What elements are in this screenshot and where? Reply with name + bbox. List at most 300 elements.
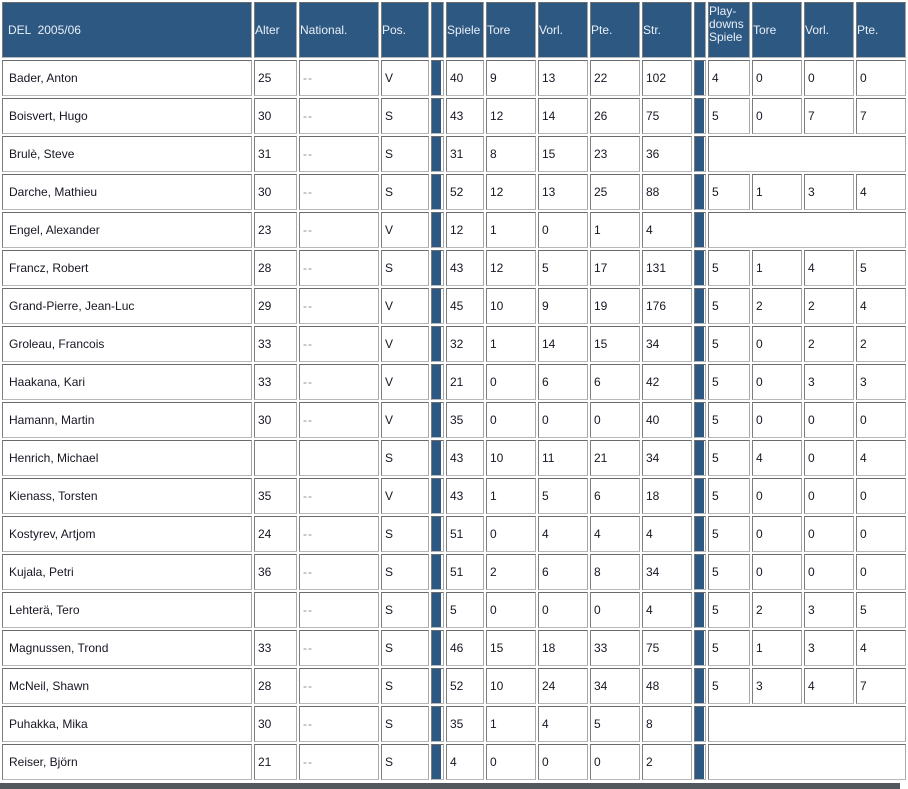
penalties-cell: 48 (642, 668, 692, 704)
playdown-points-cell: 0 (856, 402, 906, 438)
playdown-goals-cell: 0 (752, 60, 802, 96)
assists-cell: 4 (538, 706, 588, 742)
table-row (2, 212, 906, 248)
playdown-points-cell: 7 (856, 98, 906, 134)
section-divider (431, 478, 444, 514)
nationality-cell: -- (299, 136, 379, 172)
position-cell: S (381, 744, 429, 780)
playdown-assists-cell: 4 (804, 250, 854, 286)
section-divider (431, 706, 444, 742)
player-name-cell: Kienass, Torsten (2, 478, 252, 514)
games-cell: 40 (446, 60, 484, 96)
nationality-cell (299, 440, 379, 476)
age-cell: 28 (254, 250, 297, 286)
playdown-points-cell: 3 (856, 364, 906, 400)
games-cell: 43 (446, 98, 484, 134)
playdown-assists-cell: 3 (804, 364, 854, 400)
playdown-games-cell: 5 (708, 98, 750, 134)
age-cell: 30 (254, 706, 297, 742)
col-header-points: Pte. (590, 2, 640, 58)
assists-cell: 13 (538, 60, 588, 96)
section-divider (694, 554, 706, 590)
position-cell: V (381, 478, 429, 514)
playdown-points-cell: 0 (856, 516, 906, 552)
col-header-playdown-points: Pte. (856, 2, 906, 58)
section-divider (694, 2, 706, 58)
assists-cell: 11 (538, 440, 588, 476)
playdown-goals-cell: 0 (752, 478, 802, 514)
playdown-games-cell: 5 (708, 174, 750, 210)
penalties-cell: 102 (642, 60, 692, 96)
games-cell: 31 (446, 136, 484, 172)
assists-cell: 14 (538, 326, 588, 362)
points-cell: 0 (590, 744, 640, 780)
assists-cell: 6 (538, 554, 588, 590)
playdown-points-cell: 0 (856, 478, 906, 514)
assists-cell: 9 (538, 288, 588, 324)
section-divider (431, 60, 444, 96)
playdown-games-cell: 5 (708, 364, 750, 400)
goals-cell: 10 (486, 668, 536, 704)
age-cell: 29 (254, 288, 297, 324)
penalties-cell: 42 (642, 364, 692, 400)
position-cell: S (381, 440, 429, 476)
nationality-cell: -- (299, 402, 379, 438)
nationality-cell: -- (299, 98, 379, 134)
nationality-cell: -- (299, 668, 379, 704)
nationality-cell: -- (299, 60, 379, 96)
playdown-goals-cell: 0 (752, 326, 802, 362)
nationality-cell: -- (299, 744, 379, 780)
playdown-assists-cell: 0 (804, 516, 854, 552)
col-header-nationality: National. (299, 2, 379, 58)
assists-cell: 4 (538, 516, 588, 552)
position-cell: S (381, 174, 429, 210)
section-divider (431, 744, 444, 780)
playdown-points-cell: 4 (856, 174, 906, 210)
penalties-cell: 2 (642, 744, 692, 780)
section-divider (694, 668, 706, 704)
points-cell: 6 (590, 478, 640, 514)
section-divider (431, 98, 444, 134)
age-cell (254, 440, 297, 476)
section-divider (694, 364, 706, 400)
nationality-cell: -- (299, 174, 379, 210)
position-cell: V (381, 288, 429, 324)
playdown-assists-cell: 7 (804, 98, 854, 134)
playdown-goals-cell: 0 (752, 516, 802, 552)
playdown-points-cell: 7 (856, 668, 906, 704)
player-table-body (2, 60, 906, 780)
goals-cell: 2 (486, 554, 536, 590)
goals-cell: 1 (486, 326, 536, 362)
section-divider (694, 60, 706, 96)
assists-cell: 5 (538, 250, 588, 286)
games-cell: 51 (446, 554, 484, 590)
section-divider (431, 668, 444, 704)
section-divider (431, 364, 444, 400)
nationality-cell: -- (299, 478, 379, 514)
playdown-goals-cell: 0 (752, 364, 802, 400)
playdown-points-cell: 2 (856, 326, 906, 362)
playdown-goals-cell: 0 (752, 98, 802, 134)
player-name-cell: Puhakka, Mika (2, 706, 252, 742)
goals-cell: 8 (486, 136, 536, 172)
playdown-goals-cell: 2 (752, 592, 802, 628)
age-cell: 35 (254, 478, 297, 514)
age-cell: 23 (254, 212, 297, 248)
games-cell: 5 (446, 592, 484, 628)
col-header-playdown-games: Play-downs Spiele (708, 2, 750, 58)
playdown-assists-cell: 0 (804, 478, 854, 514)
playdown-points-cell: 5 (856, 592, 906, 628)
col-header-age: Alter (254, 2, 297, 58)
section-divider (431, 516, 444, 552)
section-divider (431, 630, 444, 666)
playdown-assists-cell: 0 (804, 440, 854, 476)
player-name-cell: Brulè, Steve (2, 136, 252, 172)
playdown-games-cell: 5 (708, 326, 750, 362)
playdown-games-cell: 5 (708, 668, 750, 704)
goals-cell: 12 (486, 174, 536, 210)
player-name-cell: Engel, Alexander (2, 212, 252, 248)
points-cell: 26 (590, 98, 640, 134)
games-cell: 45 (446, 288, 484, 324)
points-cell: 15 (590, 326, 640, 362)
nationality-cell: -- (299, 516, 379, 552)
section-divider (431, 136, 444, 172)
games-cell: 32 (446, 326, 484, 362)
section-divider (431, 250, 444, 286)
section-divider (431, 440, 444, 476)
position-cell: S (381, 250, 429, 286)
games-cell: 21 (446, 364, 484, 400)
playdown-goals-cell: 4 (752, 440, 802, 476)
bottom-border-strip (0, 783, 900, 789)
goals-cell: 10 (486, 288, 536, 324)
points-cell: 1 (590, 212, 640, 248)
playdown-games-cell: 5 (708, 402, 750, 438)
goals-cell: 15 (486, 630, 536, 666)
header-row (2, 2, 906, 58)
playdown-games-cell: 5 (708, 592, 750, 628)
position-cell: V (381, 212, 429, 248)
playdown-games-cell: 5 (708, 250, 750, 286)
goals-cell: 1 (486, 478, 536, 514)
playdown-assists-cell: 0 (804, 60, 854, 96)
season-title: DEL 2005/06 (2, 2, 252, 58)
playdown-empty-cell (708, 744, 906, 780)
col-header-playdown-assists: Vorl. (804, 2, 854, 58)
position-cell: S (381, 98, 429, 134)
playdown-games-cell: 5 (708, 554, 750, 590)
games-cell: 46 (446, 630, 484, 666)
section-divider (694, 630, 706, 666)
player-name-cell: Haakana, Kari (2, 364, 252, 400)
table-row (2, 478, 906, 514)
age-cell: 33 (254, 364, 297, 400)
col-header-goals: Tore (486, 2, 536, 58)
section-divider (694, 744, 706, 780)
col-header-assists: Vorl. (538, 2, 588, 58)
penalties-cell: 4 (642, 592, 692, 628)
games-cell: 51 (446, 516, 484, 552)
section-divider (694, 326, 706, 362)
games-cell: 43 (446, 440, 484, 476)
games-cell: 52 (446, 668, 484, 704)
playdown-goals-cell: 0 (752, 402, 802, 438)
assists-cell: 0 (538, 744, 588, 780)
table-row (2, 136, 906, 172)
assists-cell: 6 (538, 364, 588, 400)
section-divider (694, 592, 706, 628)
playdown-points-cell: 0 (856, 60, 906, 96)
nationality-cell: -- (299, 554, 379, 590)
section-divider (431, 212, 444, 248)
assists-cell: 18 (538, 630, 588, 666)
nationality-cell: -- (299, 364, 379, 400)
section-divider (431, 288, 444, 324)
assists-cell: 24 (538, 668, 588, 704)
table-row (2, 60, 906, 96)
points-cell: 17 (590, 250, 640, 286)
age-cell (254, 592, 297, 628)
col-header-playdown-goals: Tore (752, 2, 802, 58)
nationality-cell: -- (299, 250, 379, 286)
player-name-cell: Henrich, Michael (2, 440, 252, 476)
section-divider (694, 98, 706, 134)
assists-cell: 0 (538, 592, 588, 628)
age-cell: 30 (254, 98, 297, 134)
player-name-cell: Grand-Pierre, Jean-Luc (2, 288, 252, 324)
player-name-cell: Darche, Mathieu (2, 174, 252, 210)
player-name-cell: Reiser, Björn (2, 744, 252, 780)
table-row (2, 516, 906, 552)
age-cell: 33 (254, 326, 297, 362)
goals-cell: 0 (486, 592, 536, 628)
playdown-assists-cell: 4 (804, 668, 854, 704)
playdown-games-cell: 5 (708, 630, 750, 666)
table-row (2, 630, 906, 666)
playdown-empty-cell (708, 136, 906, 172)
table-row (2, 98, 906, 134)
playdown-goals-cell: 2 (752, 288, 802, 324)
position-cell: S (381, 668, 429, 704)
age-cell: 30 (254, 402, 297, 438)
playdown-points-cell: 4 (856, 630, 906, 666)
nationality-cell: -- (299, 288, 379, 324)
penalties-cell: 4 (642, 212, 692, 248)
section-divider (694, 250, 706, 286)
position-cell: V (381, 326, 429, 362)
goals-cell: 9 (486, 60, 536, 96)
section-divider (694, 706, 706, 742)
section-divider (431, 174, 444, 210)
goals-cell: 0 (486, 402, 536, 438)
points-cell: 0 (590, 402, 640, 438)
section-divider (431, 592, 444, 628)
points-cell: 34 (590, 668, 640, 704)
nationality-cell: -- (299, 592, 379, 628)
penalties-cell: 75 (642, 630, 692, 666)
position-cell: V (381, 364, 429, 400)
nationality-cell: -- (299, 706, 379, 742)
section-divider (694, 212, 706, 248)
playdown-assists-cell: 0 (804, 402, 854, 438)
playdown-games-cell: 5 (708, 288, 750, 324)
nationality-cell: -- (299, 212, 379, 248)
player-name-cell: Francz, Robert (2, 250, 252, 286)
position-cell: S (381, 630, 429, 666)
penalties-cell: 34 (642, 440, 692, 476)
goals-cell: 1 (486, 212, 536, 248)
games-cell: 43 (446, 250, 484, 286)
age-cell: 28 (254, 668, 297, 704)
points-cell: 21 (590, 440, 640, 476)
playdown-assists-cell: 3 (804, 174, 854, 210)
player-name-cell: Bader, Anton (2, 60, 252, 96)
age-cell: 36 (254, 554, 297, 590)
goals-cell: 12 (486, 250, 536, 286)
table-row (2, 364, 906, 400)
penalties-cell: 131 (642, 250, 692, 286)
age-cell: 25 (254, 60, 297, 96)
section-divider (694, 402, 706, 438)
goals-cell: 0 (486, 364, 536, 400)
table-row (2, 288, 906, 324)
position-cell: S (381, 592, 429, 628)
age-cell: 21 (254, 744, 297, 780)
playdown-goals-cell: 1 (752, 250, 802, 286)
table-row (2, 402, 906, 438)
player-name-cell: Boisvert, Hugo (2, 98, 252, 134)
penalties-cell: 34 (642, 326, 692, 362)
section-divider (694, 174, 706, 210)
points-cell: 5 (590, 706, 640, 742)
points-cell: 22 (590, 60, 640, 96)
penalties-cell: 18 (642, 478, 692, 514)
position-cell: S (381, 554, 429, 590)
penalties-cell: 4 (642, 516, 692, 552)
age-cell: 30 (254, 174, 297, 210)
section-divider (431, 2, 444, 58)
penalties-cell: 176 (642, 288, 692, 324)
col-header-position: Pos. (381, 2, 429, 58)
assists-cell: 13 (538, 174, 588, 210)
points-cell: 6 (590, 364, 640, 400)
playdown-goals-cell: 1 (752, 630, 802, 666)
player-name-cell: Hamann, Martin (2, 402, 252, 438)
player-name-cell: Lehterä, Tero (2, 592, 252, 628)
position-cell: V (381, 60, 429, 96)
section-divider (694, 288, 706, 324)
position-cell: V (381, 402, 429, 438)
points-cell: 25 (590, 174, 640, 210)
assists-cell: 5 (538, 478, 588, 514)
table-row (2, 326, 906, 362)
table-row (2, 744, 906, 780)
player-name-cell: Magnussen, Trond (2, 630, 252, 666)
penalties-cell: 36 (642, 136, 692, 172)
playdown-goals-cell: 1 (752, 174, 802, 210)
player-name-cell: Groleau, Francois (2, 326, 252, 362)
playdown-points-cell: 4 (856, 440, 906, 476)
playdown-empty-cell (708, 212, 906, 248)
points-cell: 33 (590, 630, 640, 666)
section-divider (431, 326, 444, 362)
playdown-assists-cell: 0 (804, 554, 854, 590)
player-name-cell: Kujala, Petri (2, 554, 252, 590)
age-cell: 24 (254, 516, 297, 552)
goals-cell: 1 (486, 706, 536, 742)
penalties-cell: 40 (642, 402, 692, 438)
table-header (2, 2, 906, 58)
section-divider (694, 136, 706, 172)
assists-cell: 14 (538, 98, 588, 134)
goals-cell: 10 (486, 440, 536, 476)
nationality-cell: -- (299, 326, 379, 362)
playdown-goals-cell: 0 (752, 554, 802, 590)
points-cell: 19 (590, 288, 640, 324)
table-row (2, 668, 906, 704)
playdown-assists-cell: 2 (804, 326, 854, 362)
table-row (2, 554, 906, 590)
table-row (2, 250, 906, 286)
games-cell: 4 (446, 744, 484, 780)
position-cell: S (381, 706, 429, 742)
playdown-games-cell: 5 (708, 478, 750, 514)
goals-cell: 0 (486, 744, 536, 780)
penalties-cell: 75 (642, 98, 692, 134)
col-header-penalties: Str. (642, 2, 692, 58)
playdown-empty-cell (708, 706, 906, 742)
position-cell: S (381, 136, 429, 172)
goals-cell: 0 (486, 516, 536, 552)
age-cell: 31 (254, 136, 297, 172)
points-cell: 4 (590, 516, 640, 552)
points-cell: 0 (590, 592, 640, 628)
playdown-points-cell: 4 (856, 288, 906, 324)
playdown-points-cell: 5 (856, 250, 906, 286)
playdown-assists-cell: 2 (804, 288, 854, 324)
penalties-cell: 8 (642, 706, 692, 742)
table-row (2, 592, 906, 628)
playdown-goals-cell: 3 (752, 668, 802, 704)
points-cell: 23 (590, 136, 640, 172)
playdown-games-cell: 5 (708, 516, 750, 552)
section-divider (431, 554, 444, 590)
section-divider (694, 516, 706, 552)
section-divider (694, 478, 706, 514)
games-cell: 52 (446, 174, 484, 210)
section-divider (431, 402, 444, 438)
assists-cell: 0 (538, 402, 588, 438)
table-row (2, 440, 906, 476)
assists-cell: 0 (538, 212, 588, 248)
penalties-cell: 34 (642, 554, 692, 590)
player-name-cell: Kostyrev, Artjom (2, 516, 252, 552)
points-cell: 8 (590, 554, 640, 590)
table-row (2, 706, 906, 742)
section-divider (694, 440, 706, 476)
playdown-points-cell: 0 (856, 554, 906, 590)
player-name-cell: McNeil, Shawn (2, 668, 252, 704)
age-cell: 33 (254, 630, 297, 666)
playdown-assists-cell: 3 (804, 592, 854, 628)
position-cell: S (381, 516, 429, 552)
col-header-games: Spiele (446, 2, 484, 58)
nationality-cell: -- (299, 630, 379, 666)
